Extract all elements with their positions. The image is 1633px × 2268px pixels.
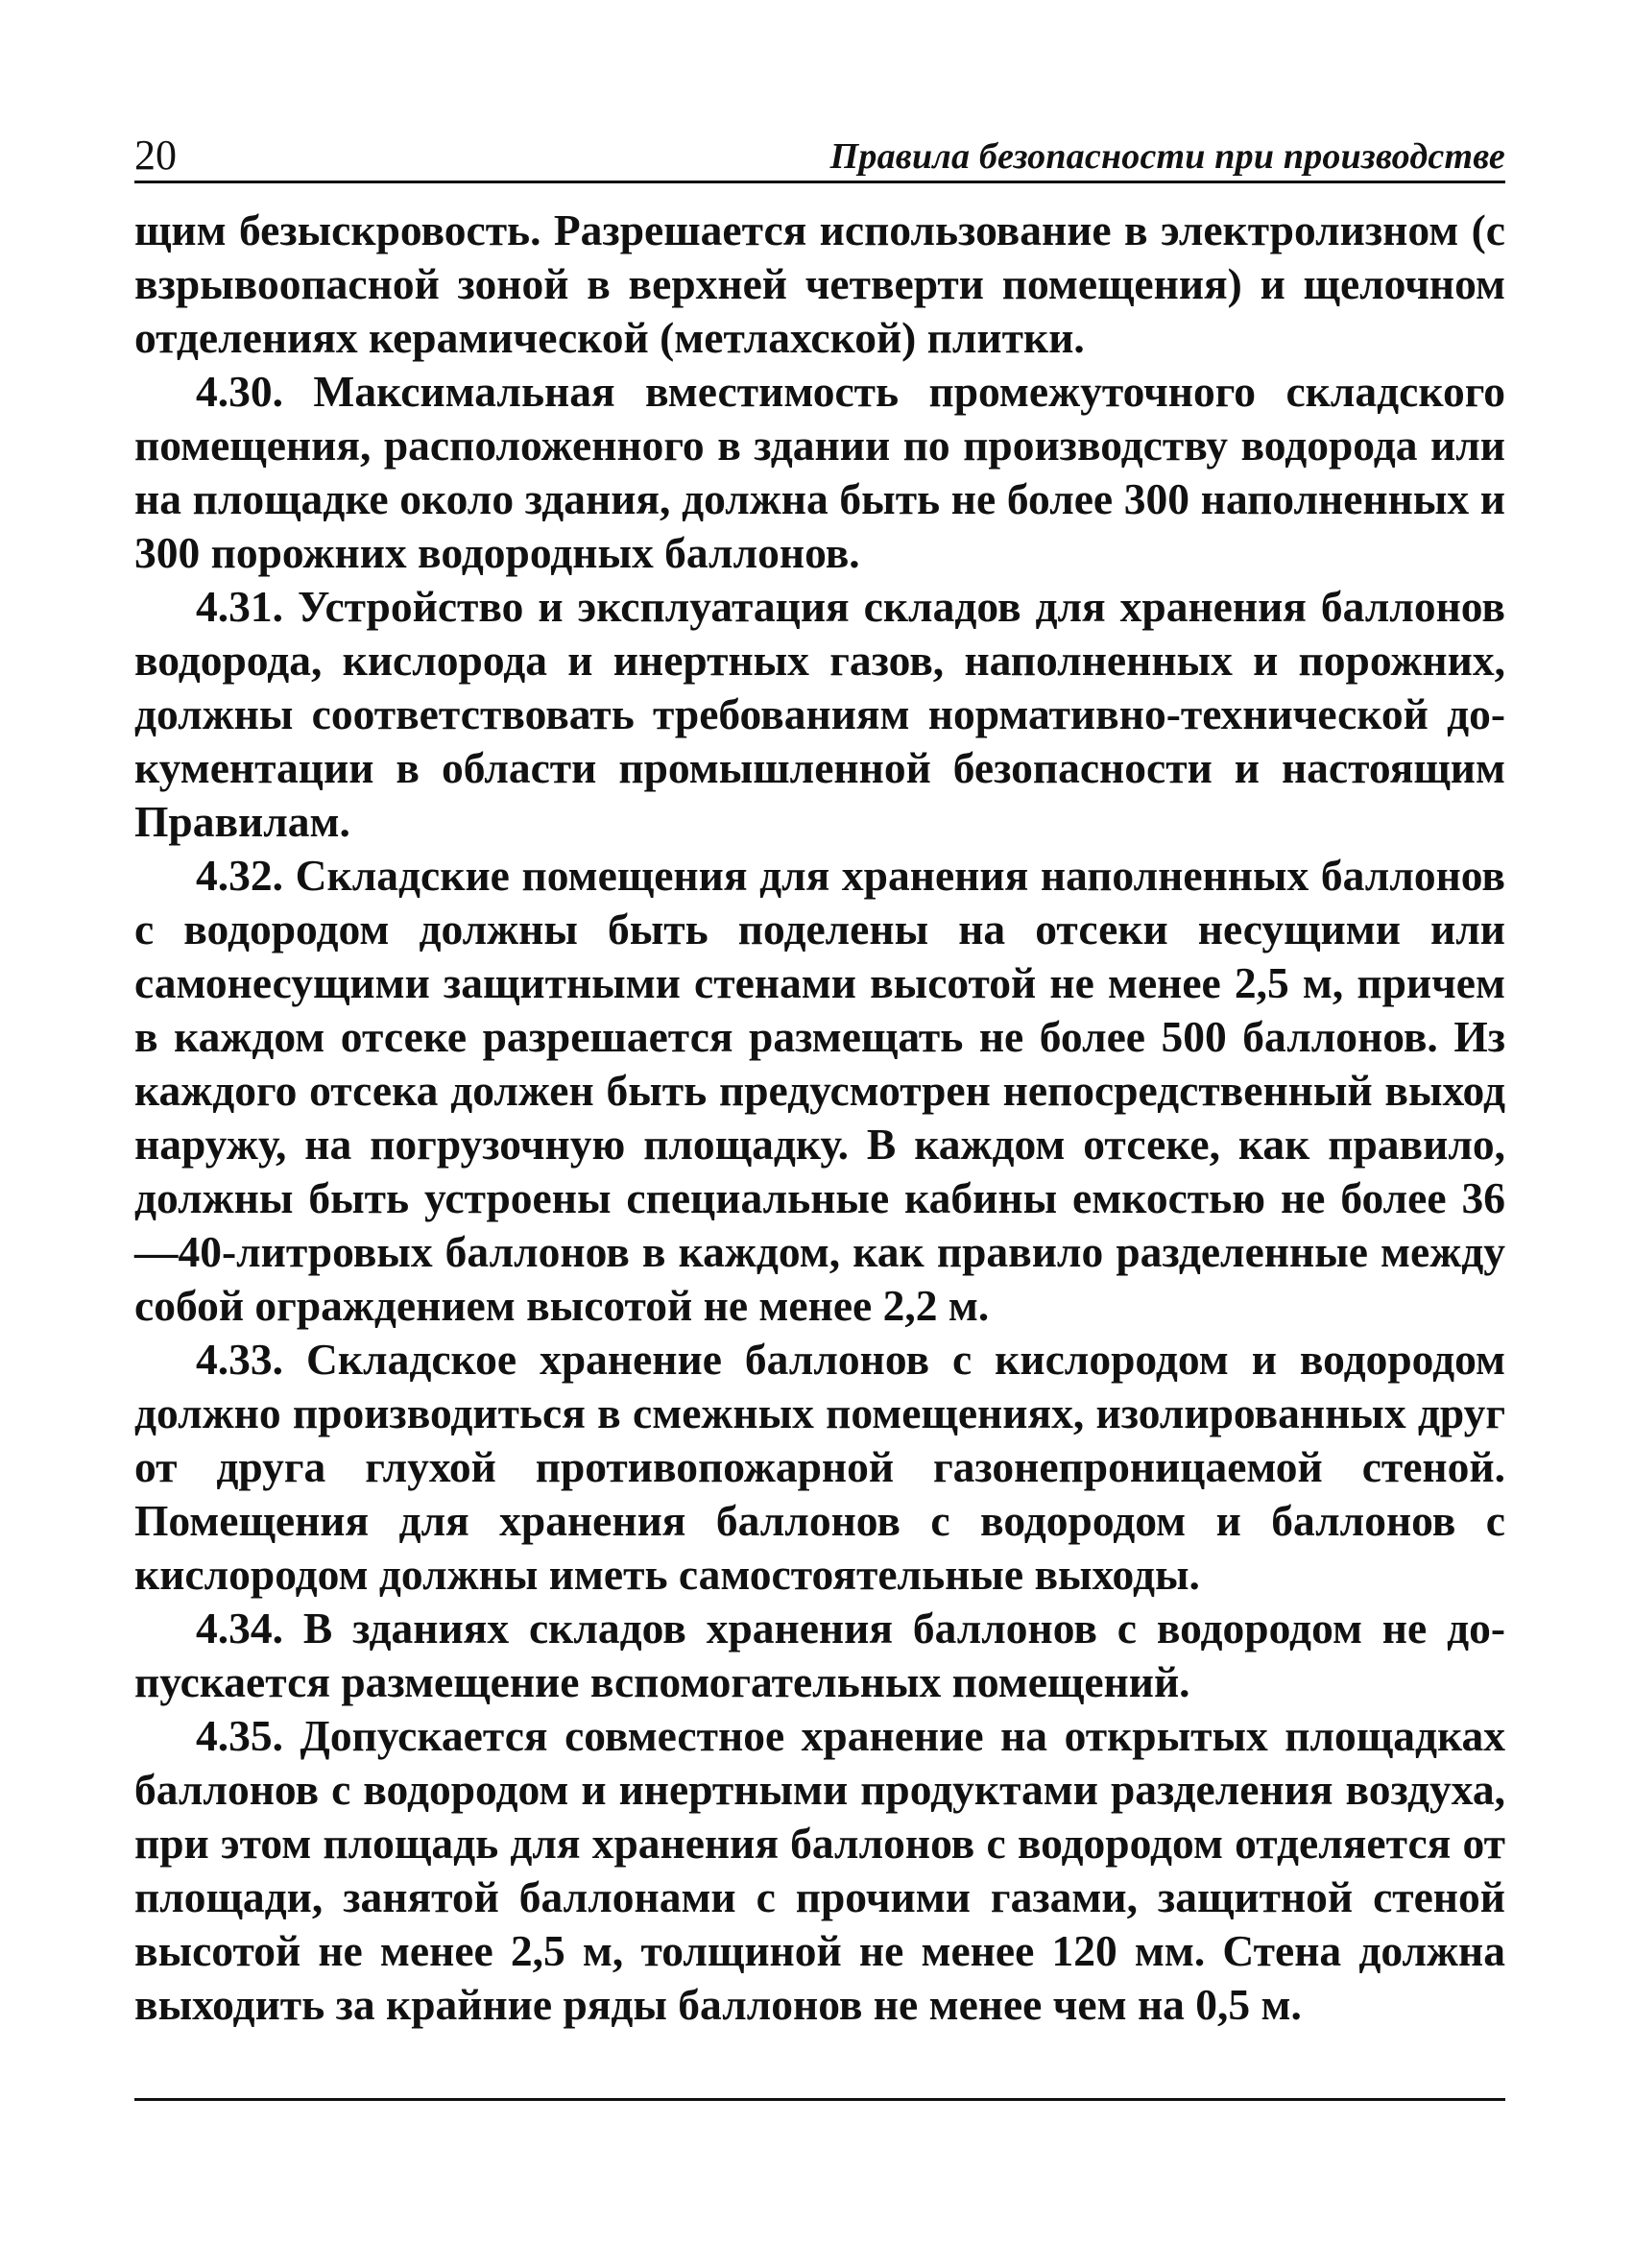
paragraph-4-33: 4.33. Складское хранение баллонов с кислородом и водородом должно производиться в смежных помещениях, изолированных друг от друга глухой противопожарной газонепроницаемой стеной. Помещения для хранения баллонов с водородом и баллонов с кислородом должны иметь самостоятельные выходы. — [134, 1335, 1505, 1599]
paragraph-4-30: 4.30. Максимальная вместимость промежуточного складского помещения, расположенного в здании по производству водорода или на площадке около здания, должна быть не более 300 наполненных и 300 порожних водородных баллонов. — [134, 367, 1505, 577]
paragraph-4-31: 4.31. Устройство и эксплуатация складов для хранения баллонов водорода, кислорода и инертных газов, наполненных и порожних, должны соответствовать требованиям нормативно-технической документации в области промышленной безопасности и настоящим Правилам. — [134, 582, 1505, 846]
page-number: 20 — [134, 132, 177, 179]
footer-rule — [134, 2098, 1505, 2101]
paragraph-4-35: 4.35. Допускается совместное хранение на открытых площадках баллонов с водородом и инертными продуктами разделения воздуха, при этом площадь для хранения баллонов с водородом отделяется от площади, занятой баллонами с прочими газами, защитной стеной высотой не менее 2,5 м, толщиной не менее 120 мм. Стена должна выходить за крайние ряды баллонов не менее чем на 0,5 м. — [134, 1711, 1505, 2029]
paragraph-4-34: 4.34. В зданиях складов хранения баллонов с водородом не допускается размещение вспомогательных помещений. — [134, 1604, 1505, 1706]
paragraph-continuation: щим безыскровость. Разрешается использование в электролизном (с взрывоопасной зоной в верхней четверти помещения) и щелочном отделениях керамической (метлахской) плитки. — [134, 205, 1505, 362]
running-header — [134, 125, 1505, 183]
running-title: Правила безопасности при производстве — [829, 136, 1505, 177]
paragraph-4-32: 4.32. Складские помещения для хранения наполненных баллонов с водородом должны быть поделены на отсеки несущими или самонесущими защитными стенами высотой не менее 2,5 м, причем в каждом отсеке разрешается размещать не более 500 баллонов. Из каждого отсека должен быть предусмотрен непосредственный выход наружу, на погрузочную площадку. В каждом отсеке, как правило, должны быть устроены специальные кабины емкостью не более 36—40-литровых баллонов в каждом, как правило разделенные между собой ограждением высотой не менее 2,2 м. — [134, 851, 1505, 1330]
body-text — [134, 204, 1505, 2032]
